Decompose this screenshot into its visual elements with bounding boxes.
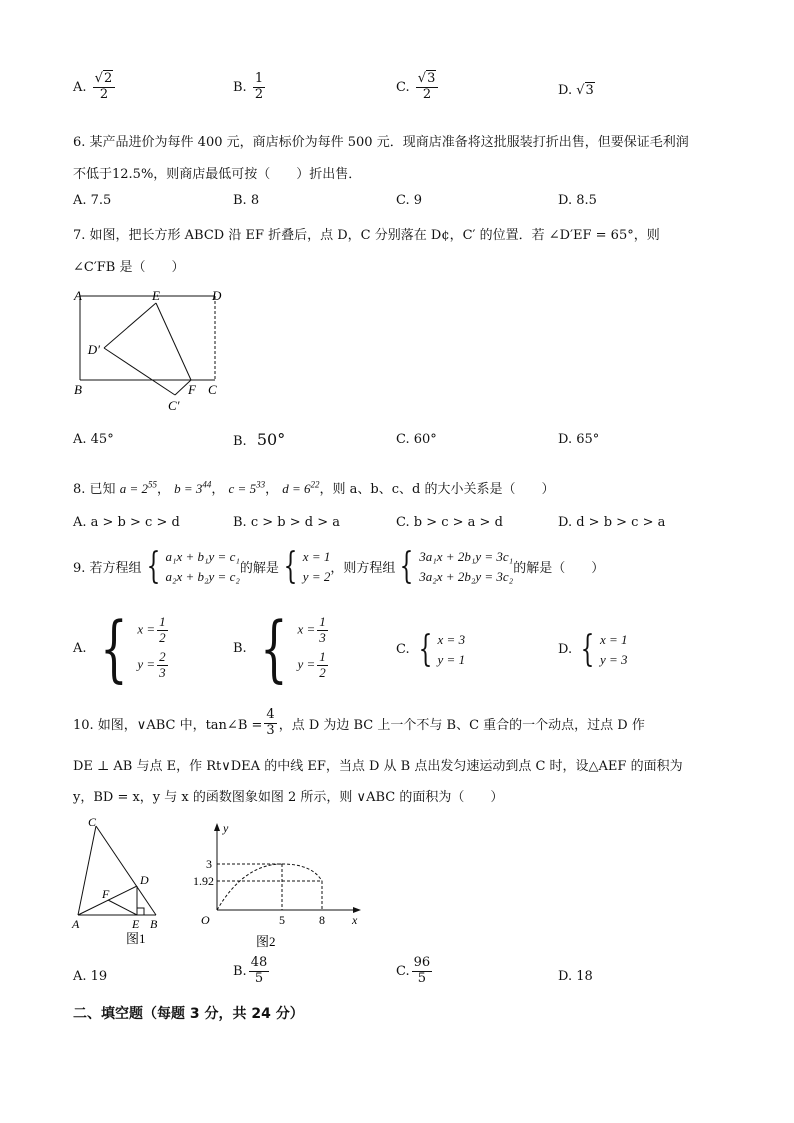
q6-line1: 6. 某产品进价为每件 400 元，商店标价为每件 500 元．现商店准备将这批服装打折出售，但要保证毛利润 xyxy=(73,135,689,150)
fig1-label-B: B xyxy=(150,917,158,931)
q10-b-label: B. xyxy=(233,963,247,979)
q5-option-c xyxy=(396,72,440,103)
q8-c: $c = 5^{33}$ xyxy=(228,479,266,496)
q9-d-row1: x = 1 xyxy=(600,632,628,647)
q7-figure xyxy=(68,284,238,414)
q7-label-C: C xyxy=(208,382,217,397)
q9-option-d: D. { x = 1 y = 3 xyxy=(558,628,628,670)
q8-option-b: B. c > b > d > a xyxy=(233,515,340,530)
q8-option-c: C. b > c > a > d xyxy=(396,515,503,530)
fig2-y-arrow xyxy=(214,823,220,831)
q9-mid1: 的解是 xyxy=(239,561,279,576)
q7-option-d: D. 65° xyxy=(558,432,600,447)
fig2-curve-rise xyxy=(217,864,282,910)
q10-c-label: C. xyxy=(396,963,410,979)
q8-prefix: 8. 已知 xyxy=(73,482,116,497)
q8-stem: 8. 已知 $a = 2^{55}$， $b = 3^{44}$， $c = 5^{33}$， $d = 6^{22}$，则 a、b、c、d 的大小关系是（ ） xyxy=(73,479,555,497)
q10-tan-fraction: $\frac{4}{3}$ xyxy=(266,707,275,738)
q10-figure-1 xyxy=(66,814,176,949)
fig2-label-8: 8 xyxy=(319,913,325,927)
q9-d-label: D. xyxy=(558,642,573,657)
q5-b-num: 1 xyxy=(254,71,264,86)
q8-b: $b = 3^{44}$ xyxy=(174,479,212,496)
q7-label-Dp: D′ xyxy=(87,342,100,357)
q9-b-label: B. xyxy=(233,640,247,656)
q10-option-d: D. 18 xyxy=(558,969,593,984)
q9-a-x-den: 2 xyxy=(159,630,166,646)
q10-option-b xyxy=(233,956,271,987)
q7-fold-DC xyxy=(104,348,175,395)
q9-b-y: y = xyxy=(297,656,316,672)
q9-prefix: 9. 若方程组 xyxy=(73,561,142,576)
q9-a-y-den: 3 xyxy=(159,664,166,680)
q9-solution: { x = 1 y = 2 xyxy=(283,545,331,587)
q9-option-a: A. { x = $\frac{1}{2}$ y = $\frac{2}{3}$ xyxy=(73,606,166,690)
q9-suffix: 的解是（ ） xyxy=(513,561,605,576)
q5-a-label: A. xyxy=(73,79,87,95)
q10-b-fraction: $\frac{48}{5}$ xyxy=(250,955,268,986)
fig1-right-angle xyxy=(137,908,144,915)
fig1-label-E: E xyxy=(132,917,140,931)
q9-a-y: y = xyxy=(137,656,156,672)
q9-sys2-row2: 3a₂x + 2b₂y = 3c₂ xyxy=(419,568,514,584)
q5-option-d xyxy=(558,83,595,98)
fig1-caption: 图1 xyxy=(126,931,146,946)
q5-c-radicand: 3 xyxy=(427,71,436,86)
q8-d: $d = 6^{22}$ xyxy=(282,479,320,496)
q9-sol-row2: y = 2 xyxy=(302,568,331,584)
q9-sys2-row1: 3a₁x + 2b₁y = 3c₁ xyxy=(419,549,514,564)
q7-line1: 7. 如图，把长方形 ABCD 沿 EF 折叠后，点 D，C 分别落在 D¢，C′ 的位置．若 ∠D′EF = 65°，则 xyxy=(73,228,660,243)
q9-option-b: B. { x = $\frac{1}{3}$ y = $\frac{1}{2}$ xyxy=(233,606,326,690)
q9-a-y-num: 2 xyxy=(159,649,166,664)
q5-d-label: D. xyxy=(558,83,573,98)
q9-b-x: x = xyxy=(297,621,316,637)
q6-option-a: A. 7.5 xyxy=(73,193,112,208)
q9-a-x-num: 1 xyxy=(159,614,166,630)
fig2-label-y: y xyxy=(223,821,229,835)
fig1-EF xyxy=(108,900,137,915)
q7-b-label: B. xyxy=(233,434,247,449)
q9-sol-row1: x = 1 xyxy=(302,549,331,564)
q5-a-fraction: $\frac{√2}{2}$ xyxy=(93,72,116,103)
q5-a-den: 2 xyxy=(99,86,109,102)
q7-option-c: C. 60° xyxy=(396,432,437,447)
q10-option-a: A. 19 xyxy=(73,969,108,984)
q9-b-x-den: 3 xyxy=(319,630,326,646)
fig1-label-C: C xyxy=(88,815,97,829)
q10-line3: y，BD = x，y 与 x 的函数图象如图 2 所示，则 ∨ABC 的面积为（ ） xyxy=(73,790,504,805)
q7-label-F: F xyxy=(188,382,196,397)
q9-b-y-den: 2 xyxy=(319,664,326,680)
q6-line2: 不低于12.5%，则商店最低可按（ ）折出售． xyxy=(73,167,362,182)
q10-line1 xyxy=(73,708,645,739)
fig2-curve-fall xyxy=(282,864,322,881)
q9-system-2: { 3a₁x + 2b₁y = 3c₁ 3a₂x + 2b₂y = 3c₂ xyxy=(399,545,514,587)
q5-d-sqrt: √3 xyxy=(576,83,594,98)
q7-label-B: B xyxy=(74,382,82,397)
q9-stem xyxy=(73,547,604,586)
q9-c-label: C. xyxy=(396,642,410,657)
q9-c-row1: x = 3 xyxy=(437,632,466,647)
q9-d-row2: y = 3 xyxy=(600,651,628,667)
q9-b-y-num: 1 xyxy=(319,649,326,664)
q8-a: $a = 2^{55}$ xyxy=(119,479,157,496)
q5-a-radicand: 2 xyxy=(103,71,113,86)
q9-a-label: A. xyxy=(73,640,87,656)
q7-line2: ∠C′FB 是（ ） xyxy=(73,260,185,275)
q5-c-fraction: $\frac{√3}{2}$ xyxy=(416,72,439,103)
q7-option-a: A. 45° xyxy=(73,432,114,447)
fig1-label-A: A xyxy=(72,917,80,931)
q7-label-Cp: C′ xyxy=(168,398,180,413)
fig2-label-5: 5 xyxy=(279,913,285,927)
q10-c-fraction: $\frac{96}{5}$ xyxy=(413,955,431,986)
q10-figure-2 xyxy=(186,818,366,953)
q9-b-x-num: 1 xyxy=(319,614,326,630)
q7-fold-ED xyxy=(104,303,156,348)
q9-a-x: x = xyxy=(137,621,156,637)
q9-option-c: C. { x = 3 y = 1 xyxy=(396,628,466,670)
q7-label-D: D xyxy=(212,288,222,303)
q9-system-1: { a₁x + b₁y = c₁ a₂x + b₂y = c₂ xyxy=(146,545,240,587)
q9-c-row2: y = 1 xyxy=(437,651,466,667)
q10-line2: DE ⊥ AB 与点 E，作 Rt∨DEA 的中线 EF，当点 D 从 B 点出发匀速运动到点 C 时，设△AEF 的面积为 xyxy=(73,759,683,774)
q8-suffix: ，则 a、b、c、d 的大小关系是（ ） xyxy=(319,482,555,497)
q8-option-a: A. a > b > c > d xyxy=(73,515,180,530)
fig2-label-3: 3 xyxy=(206,857,212,871)
section-2-title: 二、填空题（每题 3 分，共 24 分） xyxy=(73,1006,304,1022)
q5-b-den: 2 xyxy=(254,86,264,102)
fig2-label-O: O xyxy=(201,913,210,927)
q5-d-radicand: 3 xyxy=(585,83,594,98)
q7-b-value: 50° xyxy=(256,430,286,449)
q7-option-b xyxy=(233,430,285,449)
q5-option-a xyxy=(73,72,117,103)
fig1-label-F: F xyxy=(102,887,110,901)
fig1-label-D: D xyxy=(140,873,149,887)
q6-option-c: C. 9 xyxy=(396,193,423,208)
q5-option-b xyxy=(233,72,267,103)
q5-b-fraction xyxy=(253,72,265,103)
q10-line1-b: ，点 D 为边 BC 上一个不与 B、C 重合的一个动点，过点 D 作 xyxy=(278,717,645,733)
q9-sys1-row2: a₂x + b₂y = c₂ xyxy=(165,568,240,584)
fig1-AC xyxy=(78,826,96,915)
q6-option-d: D. 8.5 xyxy=(558,193,597,208)
q7-fold-EF xyxy=(156,303,191,380)
q10-line1-a: 10. 如图，∨ABC 中，tan∠B = xyxy=(73,717,263,733)
q9-mid2: ，则方程组 xyxy=(330,561,396,576)
fig2-label-192: 1.92 xyxy=(193,874,214,888)
q5-b-label: B. xyxy=(233,79,247,95)
q7-label-A: A xyxy=(74,288,82,303)
q5-c-den: 2 xyxy=(422,86,432,102)
q8-option-d: D. d > b > c > a xyxy=(558,515,666,530)
fig2-label-x: x xyxy=(352,913,358,927)
q6-option-b: B. 8 xyxy=(233,193,260,208)
q10-option-c xyxy=(396,956,434,987)
q5-c-label: C. xyxy=(396,79,410,95)
q7-label-E: E xyxy=(152,288,160,303)
fig2-caption: 图2 xyxy=(256,934,276,949)
q9-sys1-row1: a₁x + b₁y = c₁ xyxy=(165,549,240,564)
